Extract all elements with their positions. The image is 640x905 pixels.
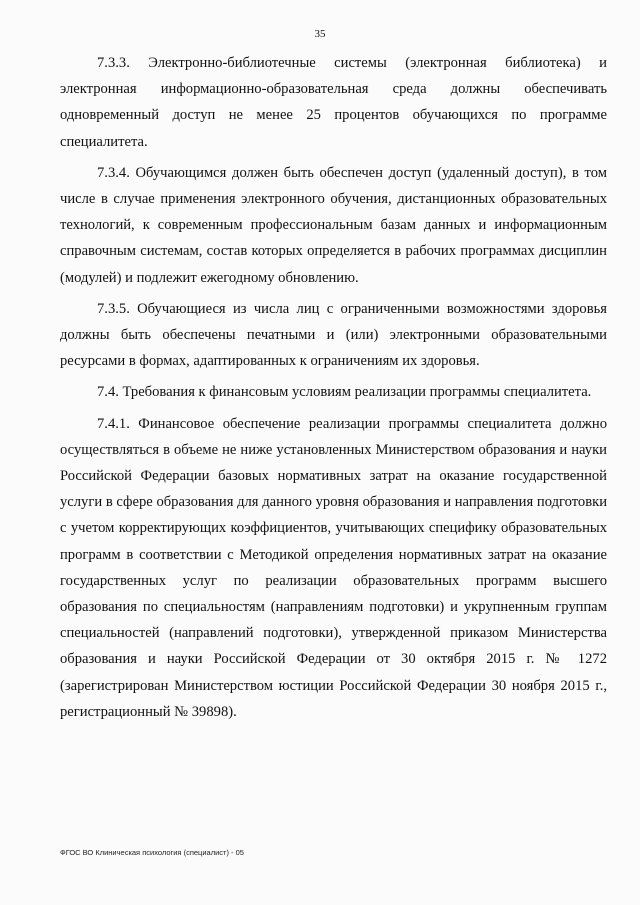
paragraph-7-4: 7.4. Требования к финансовым условиям реализации программы специалитета. <box>97 384 592 401</box>
page-number: 35 <box>314 28 326 40</box>
document-body <box>60 50 607 730</box>
paragraph-7-4-1: 7.4.1. Финансовое обеспечение реализации программы специалитета должно осуществляться в объеме не ниже установленных Министерством образования и науки Российской Федерации базовых нормативных затрат на оказание государственной услуги в сфере образования для данного уровня образования и направления подготовки с учетом корректирующих коэффициентов, учитывающих специфику образовательных программ в соответствии с Методикой определения нормативных затрат на оказание государственных услуг по реализации образовательных программ высшего образования по специальностям (направлениям подготовки) и укрупненным группам специальностей (направлений подготовки), утвержденной приказом Министерства образования и науки Российской Федерации от 30 октября 2015 г. № 1272 (зарегистрирован Министерством юстиции Российской Федерации 30 ноября 2015 г., регистрационный № 39898). <box>60 415 607 720</box>
paragraph-7-3-3: 7.3.3. Электронно-библиотечные системы (электронная библиотека) и электронная информационно-образовательная среда должны обеспечивать одновременный доступ не менее 25 процентов обучающихся по программе специалитета. <box>60 55 607 150</box>
page-footer: ФГОС ВО Клиническая психология (специалист) - 05 <box>60 848 244 857</box>
paragraph-7-3-4: 7.3.4. Обучающимся должен быть обеспечен доступ (удаленный доступ), в том числе в случае применения электронного обучения, дистанционных образовательных технологий, к современным профессиональным базам данных и информационным справочным системам, состав которых определяется в рабочих программах дисциплин (модулей) и подлежит ежегодному обновлению. <box>60 164 607 286</box>
paragraph-7-3-5: 7.3.5. Обучающиеся из числа лиц с ограниченными возможностями здоровья должны быть обеспечены печатными и (или) электронными образовательными ресурсами в формах, адаптированных к ограничениям их здоровья. <box>60 300 607 370</box>
